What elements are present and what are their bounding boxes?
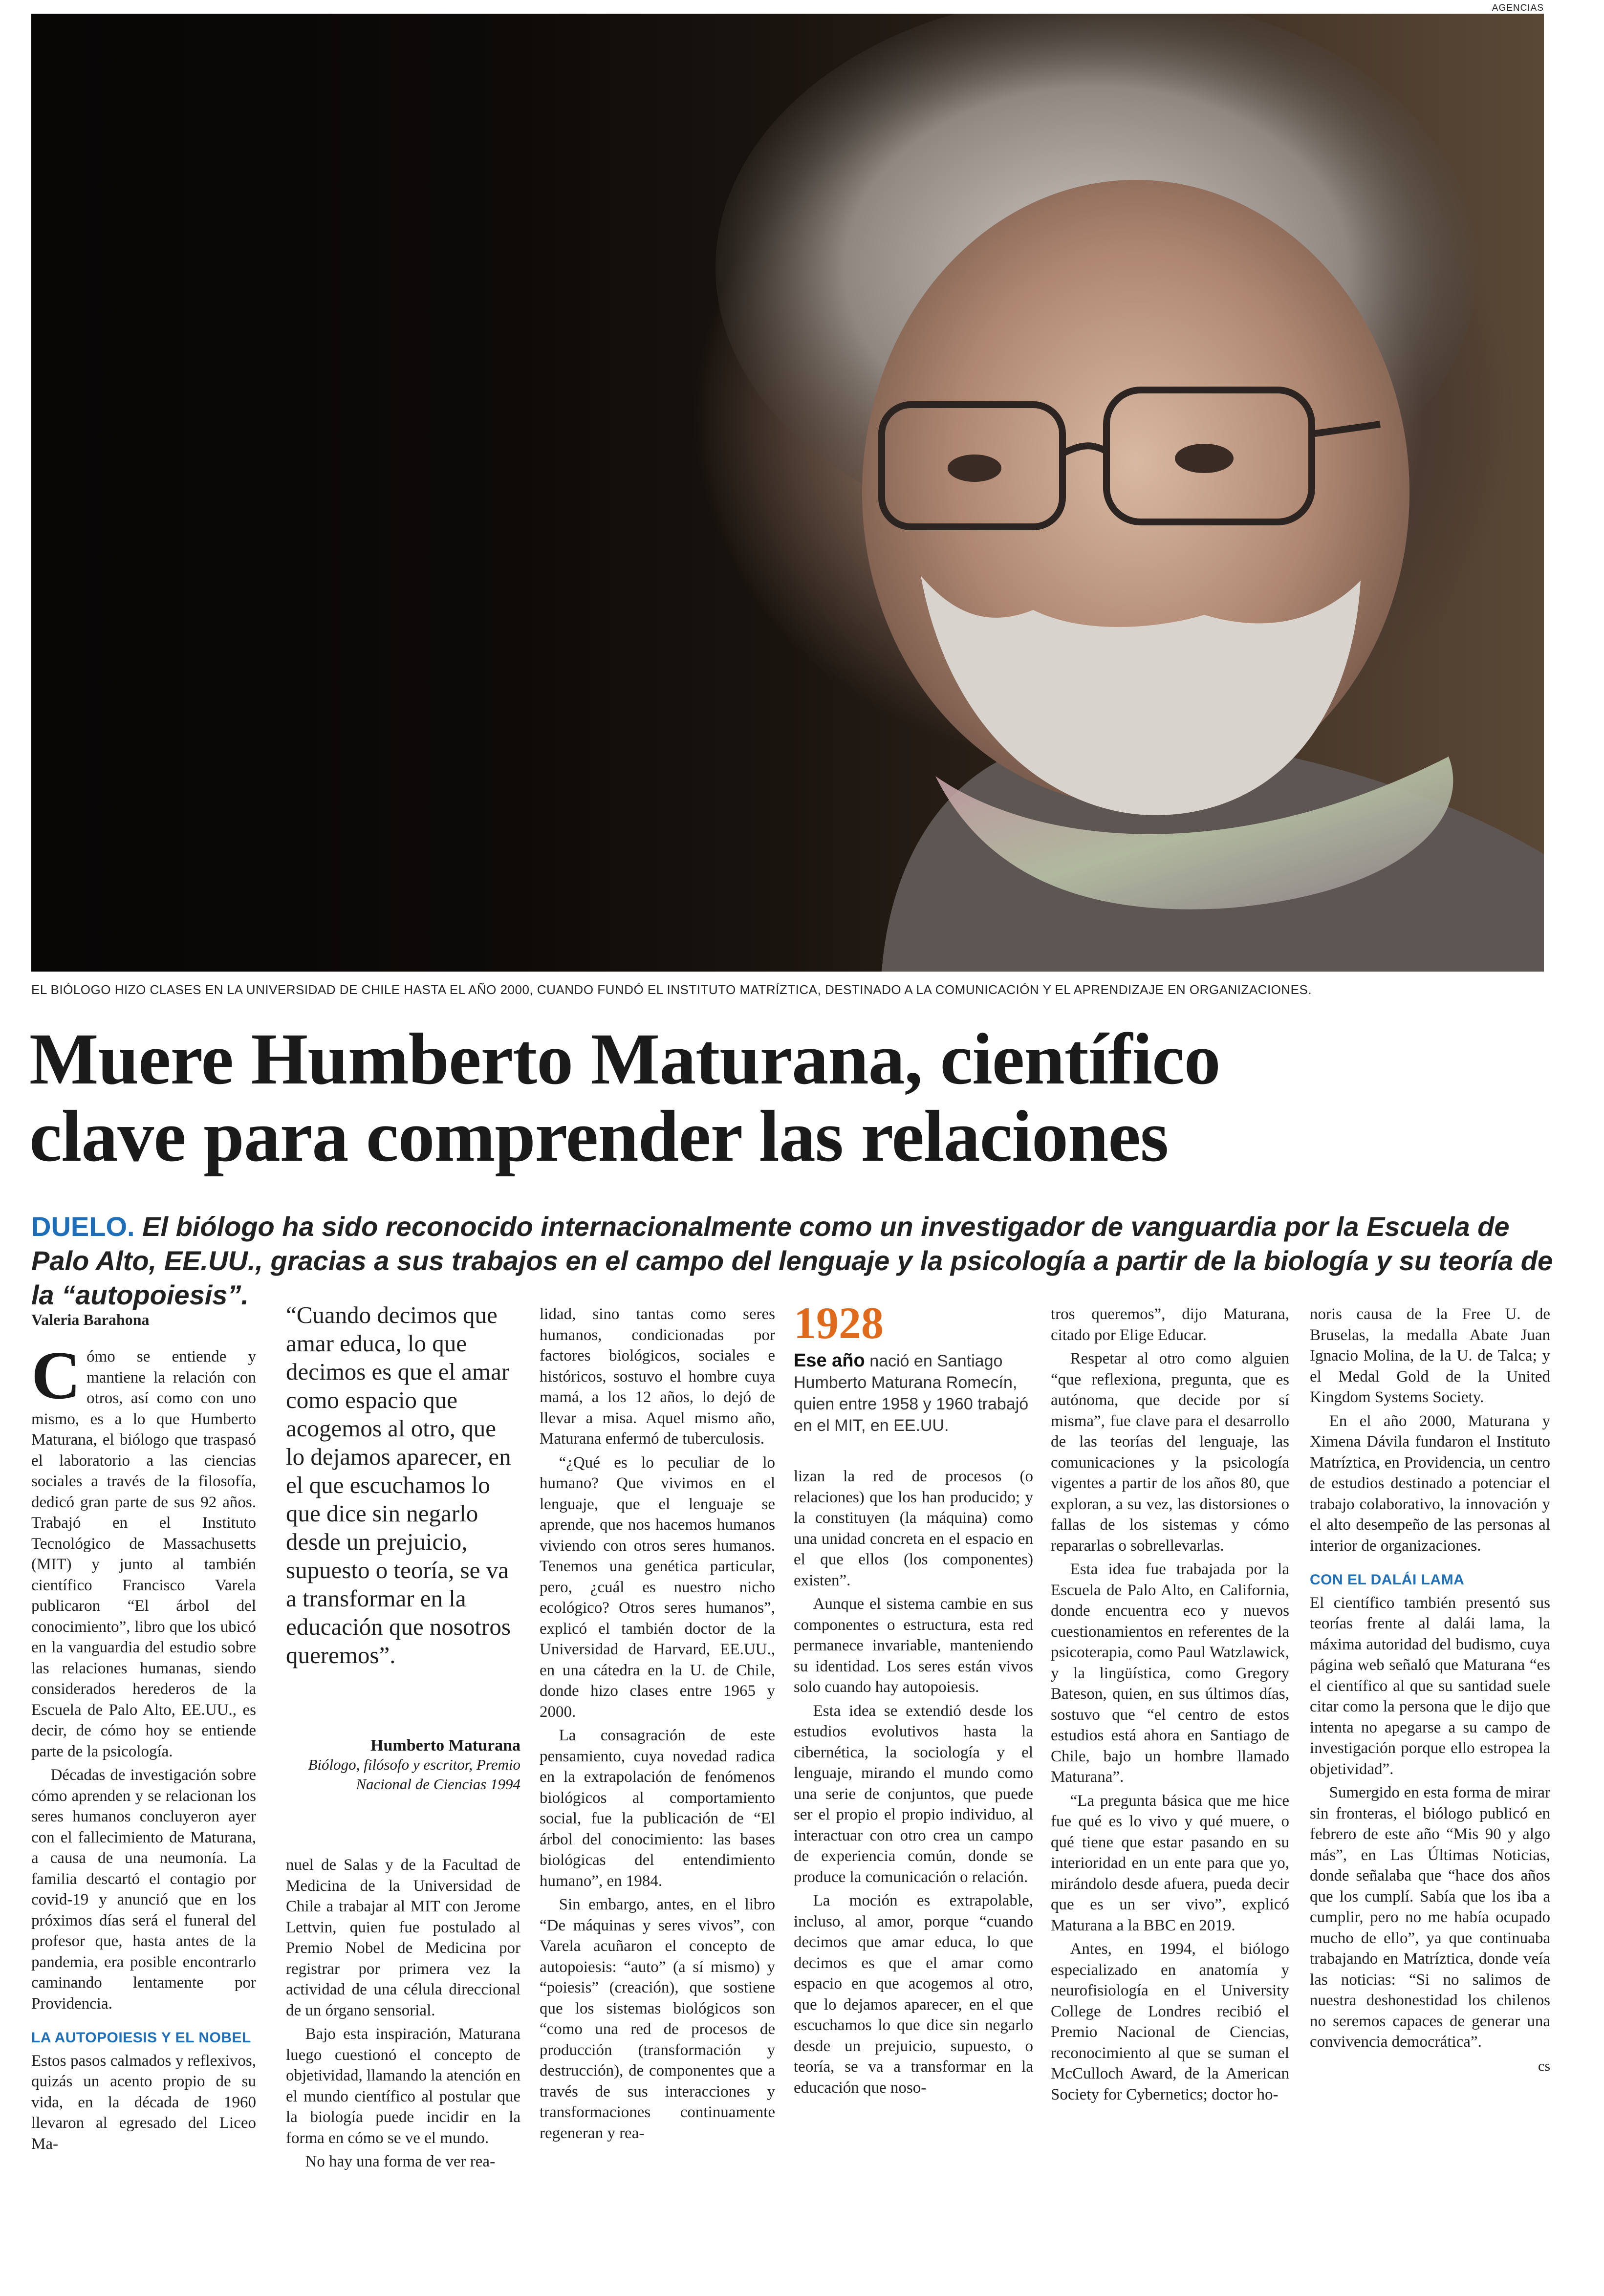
subheading: CON EL DALÁI LAMA	[1310, 1572, 1465, 1588]
headline-line-1: Muere Humberto Maturana, científico	[29, 1018, 1220, 1100]
quote-author-role: Biólogo, filósofo y escritor, Premio Nacional de Ciencias 1994	[308, 1756, 520, 1793]
paragraph: Sumergido en esta forma de mirar sin fronteras, el biólogo publicó en febrero de este año “Mis 90 y algo más”, en Las Últimas Noticias, donde señalaba que “hace dos años que los cumplí. Sabía que los iba a cumplir, pero no me había ocupado mucho de ello”, ya que continuaba trabajando en Matríztica, donde veía las noticias: “Si no salimos de nuestra deshonestidad los chilenos no seremos capaces de generar una convivencia democrática”.	[1310, 1784, 1550, 2051]
lead-text: El biólogo ha sido reconocido internacionalmente como un investigador de vanguardia por la Escuela de Palo Alto, EE.UU., gracias a sus trabajos en el campo del lenguaje y la psicología a partir de la biología y su teoría de la “autopoiesis”.	[31, 1211, 1553, 1310]
fact-label: Ese año	[794, 1350, 865, 1371]
pull-quote: “Cuando decimos que amar educa, lo que decimos es que el amar como espacio que acogemos al otro, que lo dejamos aparecer, en el que escuchamos lo que dice sin negarlo desde un prejuicio, supuesto o teoría, se va a transformar en la educación que nosotros queremos”.	[286, 1301, 511, 1668]
paragraph: lidad, sino tantas como seres humanos, condicionadas por factores biológicos, sociales e históricos, sostuvo el hombre cuya mamá, a los 12 años, lo dejó de llevar a misa. Aquel mismo año, Maturana enfermó de tuberculosis.	[540, 1305, 775, 1448]
quote-attribution	[286, 1736, 520, 1794]
article-column-5	[1051, 1304, 1289, 2108]
paragraph: noris causa de la Free U. de Bruselas, la medalla Abate Juan Ignacio Molina, de la U. de Talca; y el Medal Gold de la United Kingdom Systems Society.	[1310, 1305, 1550, 1406]
headline-line-2: clave para comprender las relaciones	[29, 1096, 1169, 1177]
subheading: LA AUTOPOIESIS Y EL NOBEL	[31, 2030, 251, 2046]
end-mark-glyph: cs	[1538, 2058, 1550, 2074]
paragraph: Sin embargo, antes, en el libro “De máquinas y seres vivos”, con Varela acuñaron el concepto de autopoiesis: “auto” (a sí mismo) y “poiesis” (creación), que sostiene que los sistemas biológicos son “como una red de procesos de producción (transformación y destrucción), de componentes que a través de sus interacciones y transformaciones continuamente regeneran y rea-	[540, 1896, 775, 2142]
paragraph: “La pregunta básica que me hice fue qué es lo vivo y qué muere, o qué tiene que estar pasando en su interioridad en un ente para que yo, mirándolo desde afuera, pueda decir que es un ser vivo”, explicó Maturana a la BBC en 2019.	[1051, 1792, 1289, 1934]
article-column-6	[1310, 1304, 1550, 2079]
paragraph: Antes, en 1994, el biólogo especializado en anatomía y neurofisiología en el University College de Londres recibió el Premio Nacional de Ciencias, reconocimiento al que se suman el McCulloch Award, de la American Society for Cybernetics; doctor ho-	[1051, 1940, 1289, 2103]
paragraph: Aunque el sistema cambie en sus componentes o estructura, esta red permanece invariable, manteniendo su identidad. Los seres están vivos solo cuando hay autopoiesis.	[794, 1595, 1033, 1696]
paragraph: Estos pasos calmados y reflexivos, quizás un acento propio de su vida, en la década de 1960 llevaron al egresado del Liceo Ma-	[31, 2052, 256, 2153]
paragraph: La moción es extrapolable, incluso, al amor, porque “cuando decimos que amar educa, lo que decimos es que el amar como espacio en que acogemos al otro, que lo dejamos aparecer, en el que escuchamos lo que dice sin negarlo desde un prejuicio, supuesto, o teoría, se va a transformar en la educación que noso-	[794, 1892, 1033, 2097]
end-mark	[1310, 2056, 1550, 2077]
paragraph: lizan la red de procesos (o relaciones) que los han producido; y la constituyen (la máquina) como una unidad concreta en el espacio en el que ellos (los componentes) existen”.	[794, 1468, 1033, 1589]
paragraph	[31, 1338, 256, 1762]
drop-cap: C	[31, 1338, 81, 1413]
photo-caption: EL BIÓLOGO HIZO CLASES EN LA UNIVERSIDAD DE CHILE HASTA EL AÑO 2000, CUANDO FUNDÓ EL INSTITUTO MATRÍZTICA, DESTINADO A LA COMUNICACIÓN Y EL APRENDIZAJE EN ORGANIZACIONES.	[31, 982, 1312, 997]
portrait-photo	[31, 14, 1544, 972]
paragraph: tros queremos”, dijo Maturana, citado por Elige Educar.	[1051, 1305, 1289, 1344]
section-tag: DUELO.	[31, 1211, 135, 1242]
byline: Valeria Barahona	[31, 1311, 150, 1328]
paragraph: “¿Qué es lo peculiar de lo humano? Que vivimos en el lenguaje, que el lenguaje se aprende, que nos hacemos humanos viviendo con otros seres humanos. Tenemos una genética particular, pero, ¿cuál es nuestro nicho ecológico? Otros seres humanos”, explicó el también doctor de la Universidad de Harvard, EE.UU., en una cátedra en la U. de Chile, donde hizo clases entre 1965 y 2000.	[540, 1453, 775, 1721]
paragraph: Respetar al otro como alguien “que reflexiona, pregunta, que es autónoma, que decide por sí misma”, fue clave para el desarrollo de las teorías del lenguaje, las comunicaciones y la psicología vigentes a partir de los años 80, que exploran, a su vez, las distorsiones o fallas de los sistemas y cómo repararlas o sobrellevarlas.	[1051, 1350, 1289, 1555]
headline	[29, 1020, 1554, 1175]
paragraph: Décadas de investigación sobre cómo aprenden y se relacionan los seres humanos concluyeron ayer con el fallecimiento de Maturana, a causa de una neumonía. La familia descartó el contagio por covid-19 y anunció que en los próximos días será el funeral del profesor que, hasta antes de la pandemia, era posible encontrarlo caminando lentamente por Providencia.	[31, 1766, 256, 2013]
paragraph: nuel de Salas y de la Facultad de Medicina de la Universidad de Chile a trabajar al MIT con Jerome Lettvin, quien fue postulado al Premio Nobel de Medicina por registrar por primera vez la actividad de una célula direccional de un órgano sensorial.	[286, 1856, 520, 2019]
fact-text: nació en Santiago Humberto Maturana Romecín, quien entre 1958 y 1960 trabajó en el MIT, en EE.UU.	[794, 1352, 1029, 1435]
paragraph: El científico también presentó sus teorías frente al dalái lama, la máxima autoridad del budismo, cuya página web señaló que Maturana “es el científico al que su santidad suele citar como la persona que le dijo que intenta no apegarse a su campo de investigación porque ello estropea la objetividad”.	[1310, 1594, 1550, 1778]
quote-author-name: Humberto Maturana	[370, 1736, 520, 1754]
paragraph: Esta idea fue trabajada por la Escuela de Palo Alto, en California, donde encuentra eco y nuevos cuestionamientos en referentes de la psicoterapia, como Paul Watzlawick, y la lingüística, como Gregory Bateson, quien, en sus últimos días, sostuvo que “el centro de estos estudios está ahora en Santiago de Chile, bajo un hombre llamado Maturana”.	[1051, 1560, 1289, 1786]
article-column-4	[794, 1466, 1033, 2101]
photo-credit: AGENCIAS	[1492, 3, 1544, 13]
paragraph: No hay una forma de ver rea-	[305, 2153, 496, 2170]
paragraph-text: ómo se entiende y mantiene la relación con otros, así como con uno mismo, es a lo que Humberto Maturana, el biólogo que traspasó el laboratorio a las ciencias sociales a través de la filosofía, dedicó gran parte de sus 92 años. Trabajó en el Instituto Tecnológico de Massachusetts (MIT) y junto al también científico Francisco Varela publicaron “El árbol del conocimiento”, libro que los ubicó en la vanguardia del estudio sobre las relaciones humanas, siendo considerados herederos de la Escuela de Palo Alto, EE.UU., es decir, de cómo hoy se entiende parte de la psicología.	[31, 1348, 256, 1760]
paragraph: Esta idea se extendió desde los estudios evolutivos hasta la cibernética, la sociología y el lenguaje, mirando el mundo como una serie de conjuntos, que puede ser el propio el propio individuo, al interactuar con otro crea un campo de experiencia común, donde se produce la comunicación o relación.	[794, 1702, 1033, 1886]
portrait-illustration	[31, 14, 1544, 972]
article-column-2	[286, 1855, 520, 2175]
paragraph: Bajo esta inspiración, Maturana luego cuestionó el concepto de objetividad, llamando la atención en el mundo científico al postular que la biología puede incidir en la forma en cómo se ve el mundo.	[286, 2025, 520, 2147]
fact-box	[794, 1350, 1033, 1436]
paragraph: En el año 2000, Maturana y Ximena Dávila fundaron el Instituto Matríztica, en Providencia, un centro de estudios destinado a potenciar el trabajo colaborativo, la innovación y el alto desempeño de las personas al interior de organizaciones.	[1310, 1412, 1550, 1555]
fact-year: 1928	[794, 1298, 884, 1348]
article-column-3	[540, 1304, 775, 2146]
paragraph: La consagración de este pensamiento, cuya novedad radica en la extrapolación de fenómenos biológicos al comportamiento social, fue la publicación de “El árbol del conocimiento: las bases biológicas del entendimiento humano”, en 1984.	[540, 1727, 775, 1890]
article-column-1	[31, 1338, 256, 2157]
